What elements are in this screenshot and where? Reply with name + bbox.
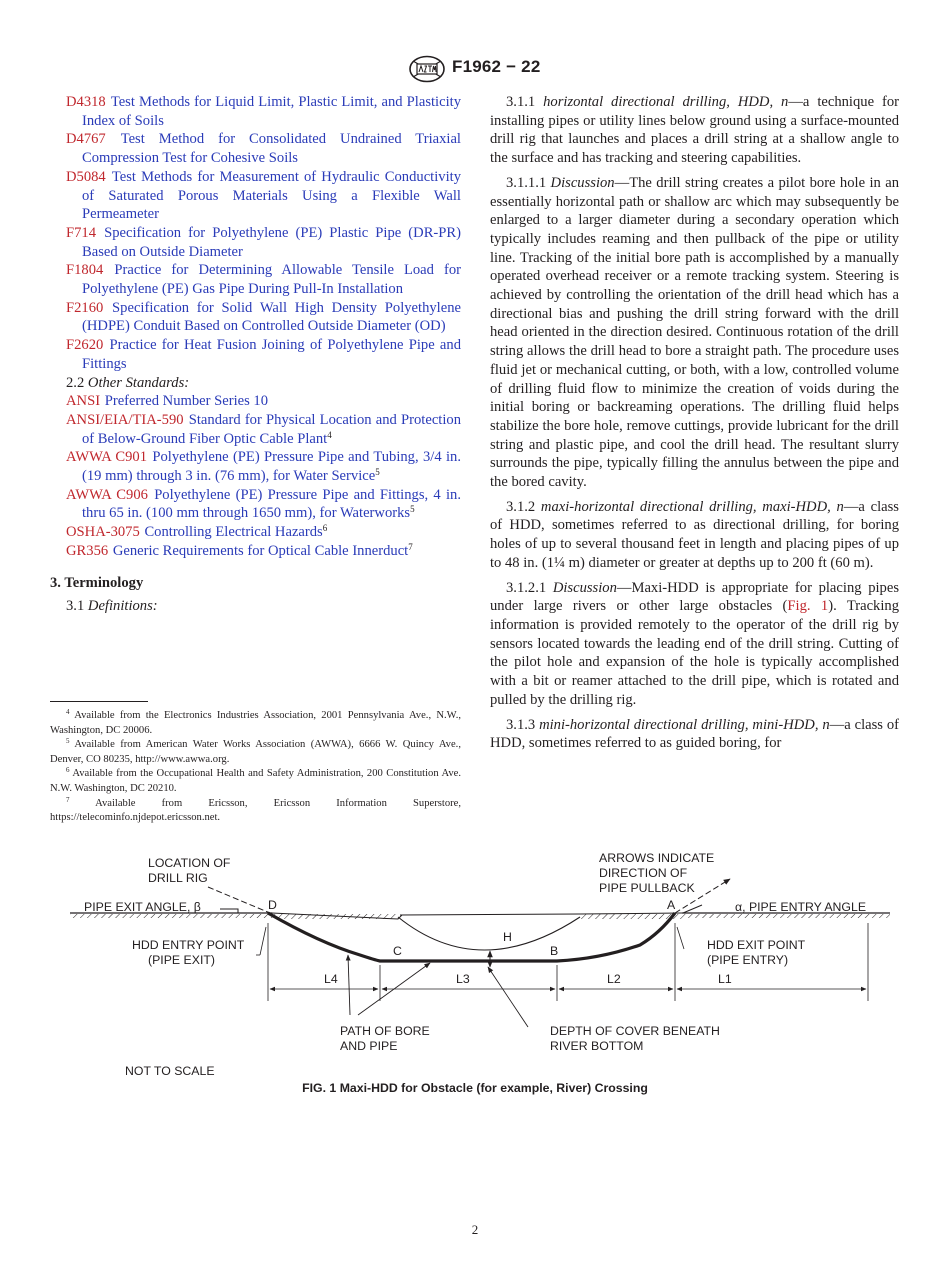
definition-3-1-2: 3.1.2 maxi-horizontal directional drilling, maxi-HDD, n—a class of HDD, sometimes referred to as directional drilling, for boring holes of up to several thousand feet in length and placing pipes of up to 48 in. (1¼ m) diameter or greater at depths up to 200 ft (60 m). bbox=[490, 498, 899, 571]
label-location-drill-rig-2: DRILL RIG bbox=[148, 871, 208, 885]
label-direction-of: DIRECTION OF bbox=[599, 866, 688, 880]
page-header bbox=[0, 54, 950, 84]
bore-path bbox=[268, 913, 675, 961]
other-standards-heading bbox=[50, 374, 461, 393]
discussion-3-1-1-1: 3.1.1.1 Discussion—The drill string creates a pilot bore hole in an essentially horizontal path or shallow arc which may subsequently be enlarged to a larger diameter during a secondary operation which typically includes reaming and then pullback of the pipe or utility line. Tracking of the initial bore path is accomplished by a manually operated overhead receiver or a remote tracking system. Steering is achieved by controlling the orientation of the drill head which has a directional bias and pushing the drill string forward with the drill head oriented in the direction desired. Continuous rotation of the drill string allows the drill head to bore a straight path. The procedure uses fluid jet or mechanical cutting, or both, with a low, controlled volume of drilling fluid flow to minimize the creation of voids during the initial boring or backreaming operations. The drilling fluid helps stabilize the bore hole, remove cuttings, provide lubricant for the drill string and plastic pipe, and cool the drill head. The resultant slurry surrounds the pipe, typically filling the annulus between the pipe and the bored cavity. bbox=[490, 174, 899, 491]
definition-3-1-3: 3.1.3 mini-horizontal directional drilling, mini-HDD, n—a class of HDD, sometimes referred to as guided boring, for bbox=[490, 716, 899, 752]
footnote-text: Available from the Electronics Industries Association, 2001 Pennsylvania Ave., N.W., Washington, DC 20006. bbox=[50, 710, 461, 736]
footnote-ref: 5 bbox=[410, 504, 415, 515]
definition-text: a class of HDD, sometimes referred to as guided boring, for bbox=[490, 716, 899, 752]
label-point-d: D bbox=[268, 898, 277, 912]
standard-osha-3075 bbox=[50, 523, 461, 542]
standard-awwa-c906 bbox=[50, 486, 461, 523]
footnote-number: 4 bbox=[66, 708, 70, 716]
standard-title[interactable]: Polyethylene (PE) Pressure Pipe and Fittings, 4 in. thru 65 in. (100 mm through 1650 mm), for Waterworks bbox=[82, 486, 461, 522]
footnote-ref: 6 bbox=[322, 523, 328, 534]
definitions-heading bbox=[66, 597, 461, 616]
footnote-5 bbox=[50, 738, 461, 767]
discussion-label: Discussion bbox=[552, 579, 617, 596]
label-pipe-exit: (PIPE EXIT) bbox=[148, 953, 215, 967]
standard-title[interactable]: Preferred Number Series 10 bbox=[104, 393, 269, 410]
standard-designation: F1962 − 22 bbox=[452, 57, 541, 76]
standard-title[interactable]: Polyethylene (PE) Pressure Pipe and Tubing, 3/4 in. (19 mm) through 3 in. (76 mm), for Water Service bbox=[82, 449, 461, 485]
figure-link[interactable]: Fig. 1 bbox=[787, 598, 829, 615]
footnote-ref: 4 bbox=[327, 429, 332, 440]
label-depth-of-cover: DEPTH OF COVER BENEATH bbox=[550, 1024, 720, 1038]
right-column bbox=[490, 93, 899, 759]
label-l1: L1 bbox=[718, 972, 732, 986]
label-location-drill-rig: LOCATION OF bbox=[148, 856, 231, 870]
label-hdd-entry-point: HDD ENTRY POINT bbox=[132, 938, 245, 952]
label-point-c: C bbox=[393, 944, 402, 958]
reference-d4318 bbox=[50, 93, 461, 130]
reference-f2160 bbox=[50, 299, 461, 336]
standard-code[interactable]: ANSI/EIA/TIA-590 bbox=[66, 411, 184, 428]
reference-code[interactable]: F1804 bbox=[66, 262, 104, 279]
discussion-label: Discussion bbox=[550, 174, 615, 191]
definition-term: mini-horizontal directional drilling, mini-HDD, n bbox=[539, 716, 830, 733]
label-river-bottom: RIVER BOTTOM bbox=[550, 1039, 644, 1053]
section-heading-terminology: 3. Terminology bbox=[50, 574, 144, 591]
standard-code[interactable]: OSHA-3075 bbox=[66, 524, 140, 541]
reference-f1804 bbox=[50, 261, 461, 298]
standard-code[interactable]: AWWA C901 bbox=[66, 449, 148, 466]
definition-text: a class of HDD, sometimes referred to as directional drilling, for boring holes of up to several thousand feet in length and placing pipes of up to 48 in. (1¼ m) diameter or greater at depths up to 200 ft (60 m). bbox=[490, 498, 899, 571]
reference-code[interactable]: D4318 bbox=[66, 94, 106, 110]
reference-title[interactable]: Practice for Heat Fusion Joining of Polyethylene Pipe and Fittings bbox=[82, 337, 461, 372]
footnote-divider bbox=[50, 701, 148, 702]
reference-title[interactable]: Specification for Solid Wall High Density Polyethylene (HDPE) Conduit Based on Controlled Outside Diameter (OD) bbox=[82, 299, 461, 335]
footnotes bbox=[50, 709, 461, 826]
reference-d4767 bbox=[50, 130, 461, 167]
reference-code[interactable]: F714 bbox=[66, 224, 97, 241]
footnote-text: Available from Ericsson, Ericsson Information Superstore, https://telecominfo.njdepot.ericsson.net. bbox=[50, 797, 461, 824]
page-number: 2 bbox=[471, 1222, 479, 1237]
reference-title[interactable]: Test Methods for Measurement of Hydraulic Conductivity of Saturated Porous Materials Using a Flexible Wall Permeameter bbox=[82, 168, 461, 223]
definition-number: 3.1.3 bbox=[506, 716, 536, 733]
label-pipe-entry-angle: α, PIPE ENTRY ANGLE bbox=[735, 900, 867, 914]
footnote-ref: 7 bbox=[408, 541, 413, 552]
definition-number: 3.1.1 bbox=[506, 94, 536, 110]
reference-title[interactable]: Test Method for Consolidated Undrained Triaxial Compression Test for Cohesive Soils bbox=[82, 131, 461, 167]
standard-title[interactable]: Controlling Electrical Hazards bbox=[144, 524, 323, 541]
footnote-text: Available from American Water Works Association (AWWA), 6666 W. Quincy Ave., Denver, CO 80235, http://www.awwa.org. bbox=[50, 739, 461, 765]
definition-term: maxi-horizontal directional drilling, maxi-HDD, n bbox=[540, 498, 844, 515]
subsection-label: Other Standards: bbox=[87, 374, 190, 391]
footnote-number: 7 bbox=[66, 795, 70, 804]
label-l3: L3 bbox=[456, 972, 470, 986]
left-column bbox=[50, 93, 461, 616]
reference-code[interactable]: F2160 bbox=[66, 299, 104, 316]
subsection-number: 2.2 bbox=[66, 374, 85, 391]
footnote-4 bbox=[50, 709, 461, 738]
footnote-ref: 5 bbox=[375, 467, 380, 478]
maxi-hdd-diagram bbox=[70, 843, 890, 1083]
standard-title[interactable]: Standard for Physical Location and Protection of Below-Ground Fiber Optic Cable Plant bbox=[82, 411, 461, 447]
label-and-pipe: AND PIPE bbox=[340, 1039, 398, 1053]
label-point-a: A bbox=[667, 898, 676, 912]
discussion-text: ). Tracking information is provided remotely to the operator of the drill rig by sensors located towards the leading end of the drill string. Cutting of the pilot hole and expansion of the hole is typically accomplished with a bit or reamer attached to the drill pipe, which is rotated and pulled by the drilling rig. bbox=[490, 598, 900, 708]
reference-title[interactable]: Test Methods for Liquid Limit, Plastic Limit, and Plasticity Index of Soils bbox=[82, 94, 461, 129]
discussion-text: Maxi-HDD is appropriate for placing pipes under large rivers or other large obstacles ( bbox=[490, 579, 900, 615]
reference-code[interactable]: F2620 bbox=[66, 337, 104, 354]
label-pipe-pullback: PIPE PULLBACK bbox=[599, 881, 695, 895]
standard-code[interactable]: GR356 bbox=[66, 542, 109, 559]
reference-f2620 bbox=[50, 336, 461, 373]
footnote-6 bbox=[50, 767, 461, 796]
discussion-3-1-2-1: 3.1.2.1 Discussion—Maxi-HDD is appropriate for placing pipes under large rivers or other large obstacles (Fig. 1). Tracking information is provided remotely to the operator of the drill rig by sensors located towards the leading end of the drill string. Cutting of the pilot hole and expansion of the hole is typically accomplished with a bit or reamer attached to the drill pipe, which is rotated and pulled by the drilling rig. bbox=[490, 579, 900, 708]
label-pipe-entry: (PIPE ENTRY) bbox=[707, 953, 789, 967]
standard-gr356 bbox=[50, 542, 461, 561]
reference-title[interactable]: Specification for Polyethylene (PE) Plastic Pipe (DR-PR) Based on Outside Diameter bbox=[82, 224, 461, 260]
standard-code[interactable]: AWWA C906 bbox=[66, 486, 148, 503]
label-pipe-exit-angle: PIPE EXIT ANGLE, β bbox=[84, 900, 201, 914]
standard-ansi-eia-tia-590 bbox=[50, 411, 461, 448]
label-not-to-scale: NOT TO SCALE bbox=[125, 1064, 215, 1078]
discussion-text: The drill string creates a pilot bore hole in an essentially horizontal path or shallow arc which may subsequently be enlarged to a larger diameter during a secondary operation which typically includes reaming and then pullback of the pipe or utility line. Tracking of the initial bore path is accomplished by a manually operated overhead receiver or a remote tracking system. Steering is achieved by controlling the orientation of the drill head which has a directional bias and pushing the drill string forward with the drill head oriented in the direction desired. Continuous rotation of the drill string allows the drill head to bore a straight path. The procedure uses fluid jet or mechanical cutting, or both, with a low, controlled volume of drilling fluid flow to minimize the creation of voids during the initial boring or backreaming operations. The drilling fluid helps stabilize the bore hole, remove cuttings, provide lubricant for the drill string and plastic pipe, and cool the drill head. The resultant slurry surrounds the pipe, typically filling the annulus between the pipe and the bored cavity. bbox=[490, 174, 899, 491]
label-l2: L2 bbox=[607, 972, 621, 986]
definition-3-1-1: 3.1.1 horizontal directional drilling, HDD, n—a technique for installing pipes or utility lines below ground using a surface-mounted drill rig that launches and places a drill string at a shallow angle to the surface and has tracking and steering capabilities. bbox=[490, 94, 899, 167]
footnote-number: 6 bbox=[66, 766, 70, 775]
astm-logo-icon bbox=[407, 55, 447, 83]
definition-number: 3.1.2.1 bbox=[506, 579, 547, 596]
standard-awwa-c901 bbox=[50, 448, 461, 485]
label-point-b: B bbox=[550, 944, 559, 958]
label-l4: L4 bbox=[324, 972, 338, 986]
reference-f714 bbox=[50, 224, 461, 261]
definition-text: a technique for installing pipes or utility lines below ground using a surface-mounted drill rig that launches and places a drill string at a shallow angle to the surface and has tracking and steering capabilities. bbox=[490, 94, 899, 167]
label-h: H bbox=[503, 930, 512, 944]
reference-code[interactable]: D5084 bbox=[66, 168, 106, 185]
subsection-label: Definitions: bbox=[87, 598, 158, 615]
reference-d5084 bbox=[50, 168, 461, 224]
definition-number: 3.1.2 bbox=[506, 498, 536, 515]
reference-title[interactable]: Practice for Determining Allowable Tensile Load for Polyethylene (PE) Gas Pipe During Pull-In Installation bbox=[82, 262, 461, 298]
subsection-number: 3.1 bbox=[66, 598, 85, 615]
reference-code[interactable]: D4767 bbox=[66, 131, 106, 148]
standard-code[interactable]: ANSI bbox=[66, 393, 101, 410]
definition-number: 3.1.1.1 bbox=[506, 174, 547, 191]
label-hdd-exit-point: HDD EXIT POINT bbox=[707, 938, 806, 952]
label-path-of-bore: PATH OF BORE bbox=[340, 1024, 430, 1038]
figure-caption: FIG. 1 Maxi-HDD for Obstacle (for example, River) Crossing bbox=[302, 1081, 648, 1095]
label-arrows-indicate: ARROWS INDICATE bbox=[599, 851, 715, 865]
footnote-7 bbox=[50, 797, 461, 826]
footnote-text: Available from the Occupational Health and Safety Administration, 200 Constitution Ave. N.W. Washington, DC 20210. bbox=[50, 768, 461, 794]
standard-ansi bbox=[50, 392, 461, 411]
definition-term: horizontal directional drilling, HDD, n bbox=[543, 94, 789, 110]
footnote-number: 5 bbox=[66, 737, 70, 746]
standard-title[interactable]: Generic Requirements for Optical Cable Innerduct bbox=[109, 542, 409, 559]
